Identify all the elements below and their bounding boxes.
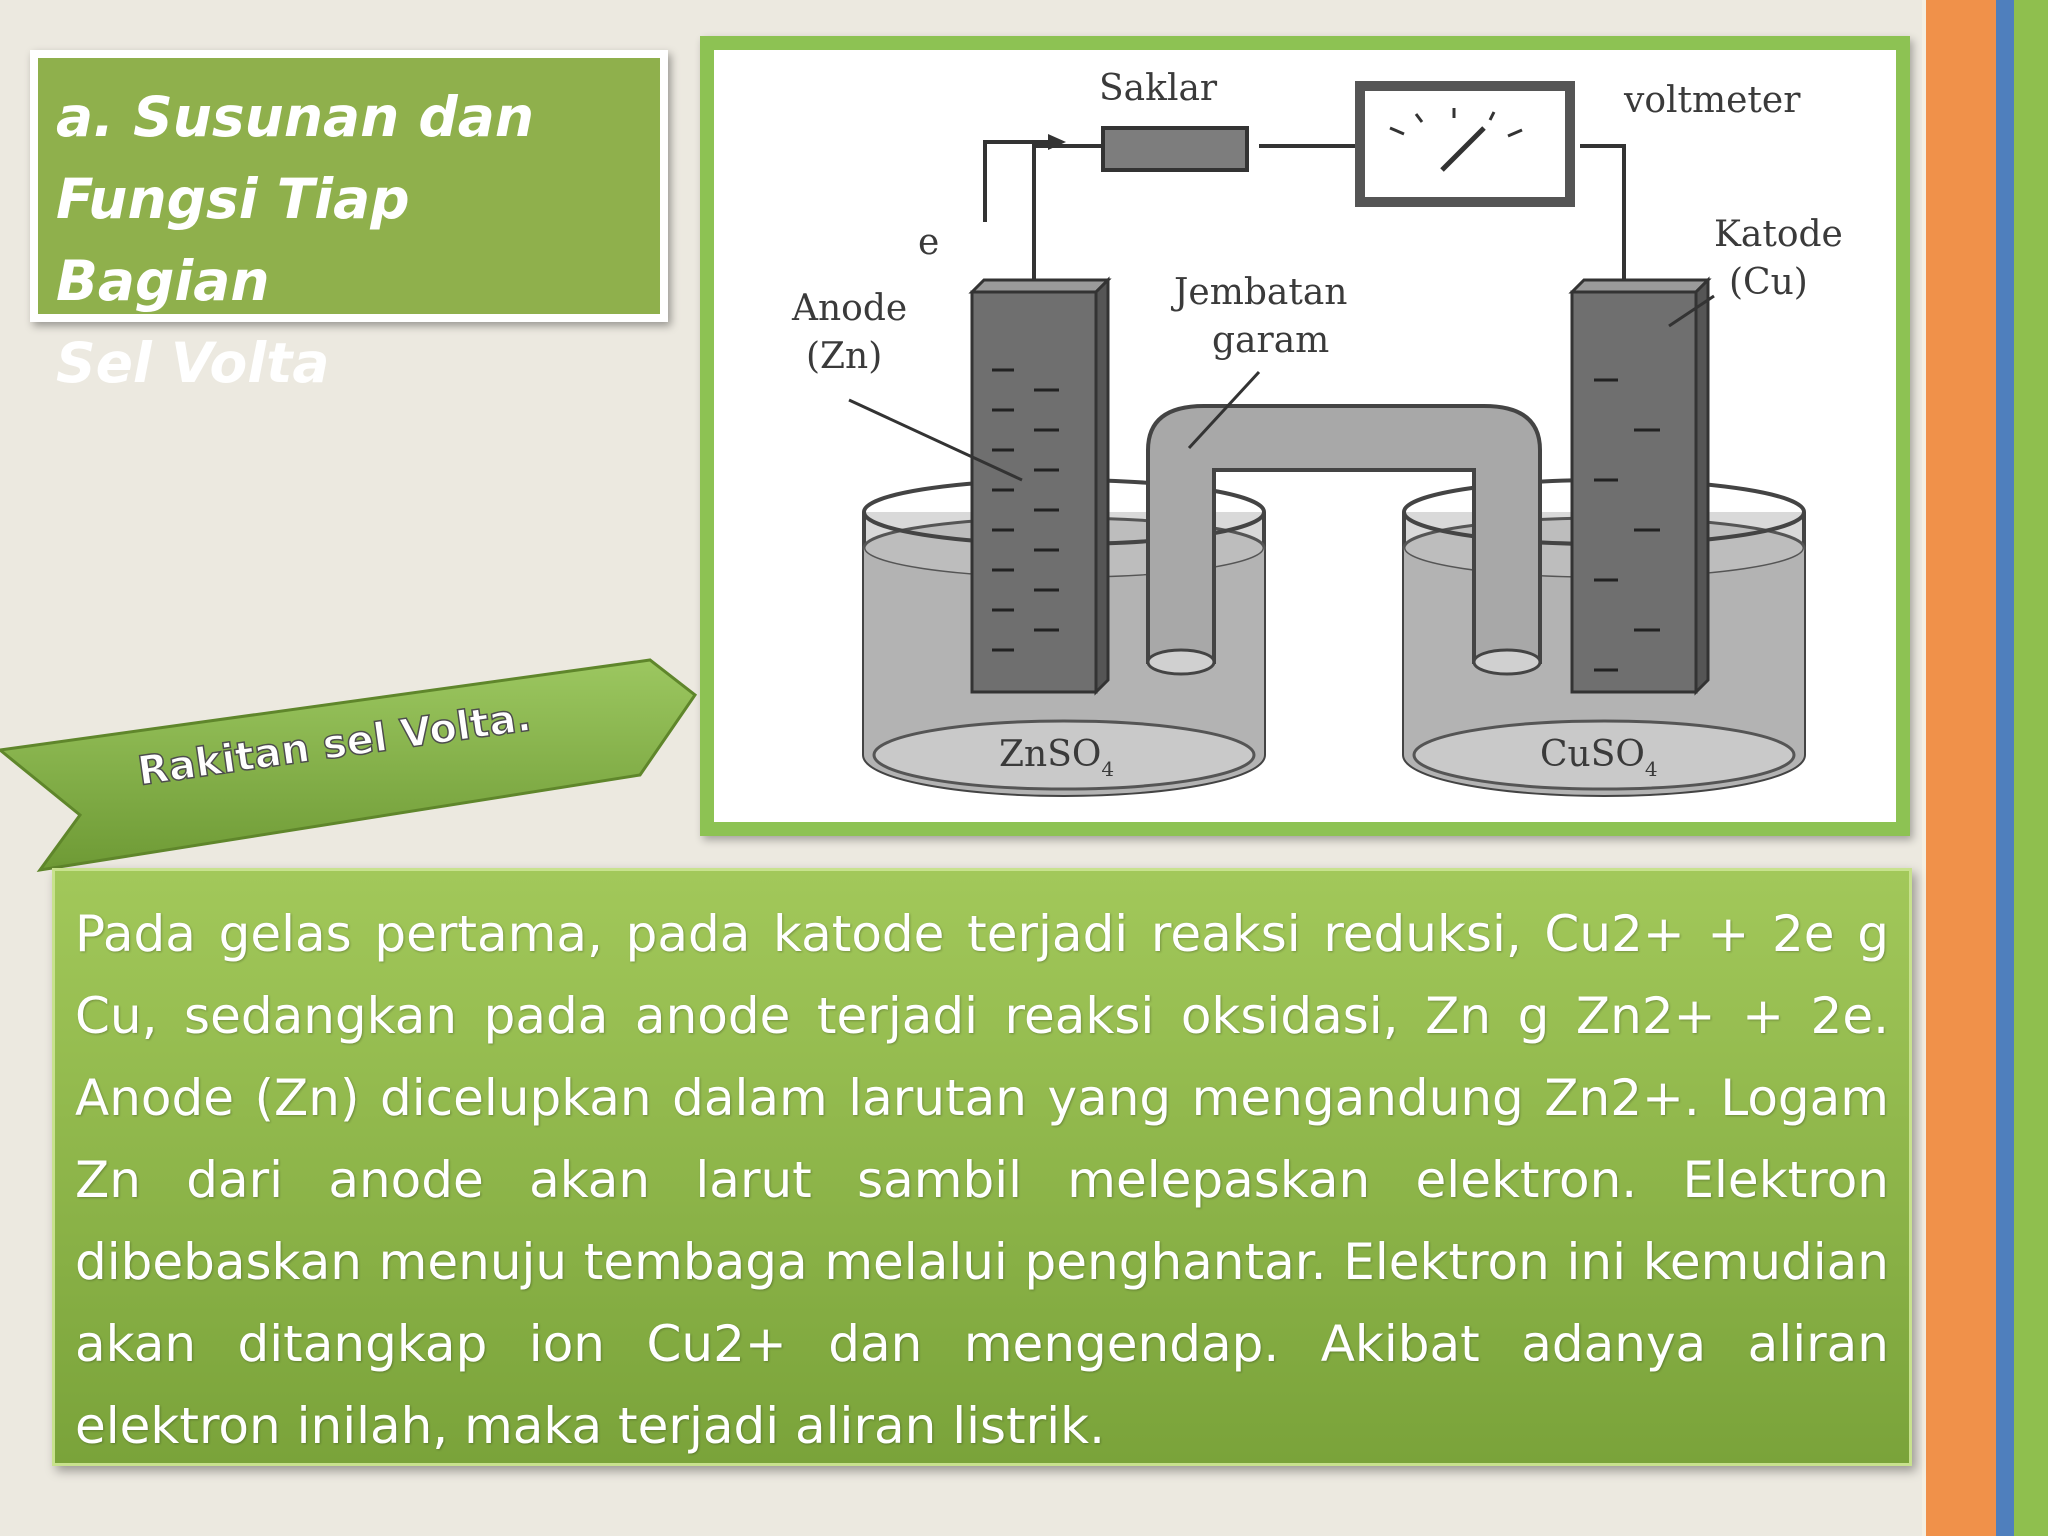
voltmeter-label: voltmeter [1624, 80, 1801, 121]
anode-label-line1: Anode [792, 288, 908, 329]
cathode-label-line1: Katode [1714, 214, 1843, 255]
cathode-electrode [1572, 280, 1708, 692]
salt-bridge-label-line1: Jembatan [1174, 272, 1348, 313]
anode-label-line2: (Zn) [806, 336, 883, 377]
switch-label: Saklar [1099, 68, 1218, 109]
title-box [30, 50, 668, 395]
salt-bridge [1148, 406, 1540, 674]
explanation-paragraph: Pada gelas pertama, pada katode terjadi reaksi reduksi, Cu2+ + 2e g Cu, sedangkan pada anode terjadi reaksi oksidasi, Zn g Zn2+ + 2e. Anode (Zn) dicelupkan dalam larutan yang mengandung Zn2+. Logam Zn dari anode akan larut sambil melepaskan elektron. Elektron dibebaskan menuju tembaga melalui penghantar. Elektron ini kemudian akan ditangkap ion Cu2+ dan mengendap. Akibat adanya aliran elektron inilah, maka terjadi aliran listrik. [75, 905, 1889, 1455]
side-stripe-green [2014, 0, 2048, 1536]
electron-label: e [918, 222, 940, 263]
volta-cell-illustration [714, 50, 1896, 822]
cathode-label-line2: (Cu) [1729, 262, 1808, 303]
salt-bridge-label-line2: garam [1212, 320, 1330, 361]
title-line-2: Fungsi Tiap Bagian [56, 167, 410, 313]
title-line-3: Sel Volta [56, 331, 330, 395]
explanation-box [52, 868, 1912, 1466]
side-stripe-orange [1926, 0, 1996, 1536]
caption-label: Rakitan sel Volta. [134, 694, 535, 795]
volta-cell-diagram [714, 50, 1896, 822]
switch-icon [1103, 128, 1247, 170]
diagram-frame [700, 36, 1910, 836]
side-stripe-blue [1996, 0, 2014, 1536]
left-solution-label: ZnSO$_4$ [999, 734, 1115, 781]
anode-electrode [972, 280, 1108, 692]
right-solution-label: CuSO$_4$ [1540, 734, 1658, 781]
title-line-1: a. Susunan dan [56, 85, 535, 149]
